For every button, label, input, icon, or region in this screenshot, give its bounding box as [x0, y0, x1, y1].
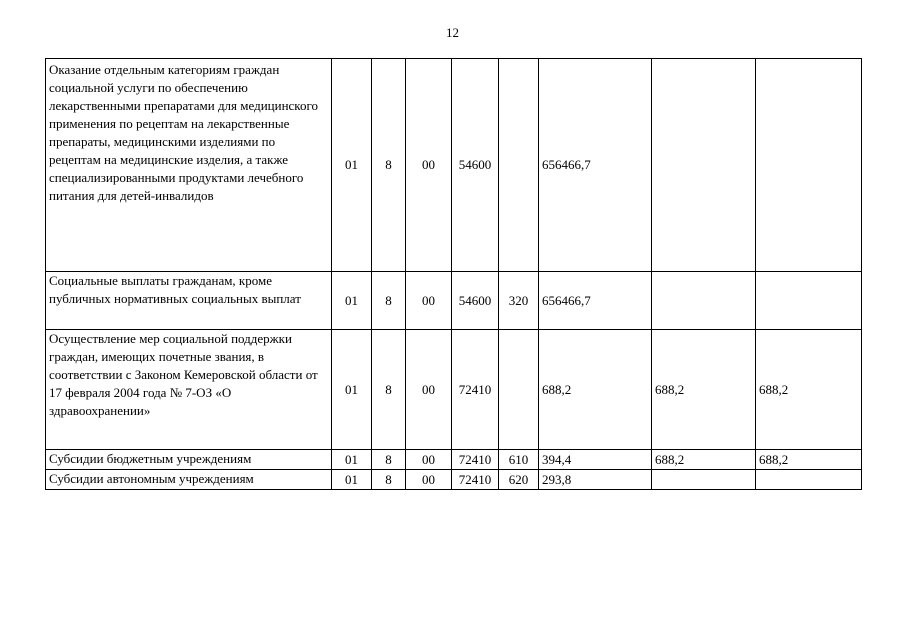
section-cell: 01	[332, 330, 372, 450]
expense-type-cell: 610	[499, 450, 539, 470]
section-cell: 01	[332, 272, 372, 330]
table-row	[46, 272, 862, 330]
expense-type-cell: 620	[499, 470, 539, 490]
amount-1-cell: 394,4	[539, 450, 652, 470]
row-name: Субсидии автономным учреждениям	[46, 470, 332, 490]
page-number: 12	[446, 25, 459, 40]
amount-1-cell: 656466,7	[539, 272, 652, 330]
section-cell: 01	[332, 59, 372, 272]
row-name: Субсидии бюджетным учреждениям	[46, 450, 332, 470]
subsection-cell: 8	[372, 272, 406, 330]
section-cell: 01	[332, 470, 372, 490]
row-name: Осуществление мер социальной поддержки граждан, имеющих почетные звания, в соответствии с Законом Кемеровской области от 17 февраля 2004 года № 7-ОЗ «О здравоохранении»	[46, 330, 332, 450]
amount-2-cell: 688,2	[652, 450, 756, 470]
code-cell: 00	[406, 59, 452, 272]
subsection-cell: 8	[372, 330, 406, 450]
amount-2-cell	[652, 272, 756, 330]
amount-3-cell	[756, 470, 862, 490]
subsection-cell: 8	[372, 59, 406, 272]
amount-3-cell	[756, 272, 862, 330]
expense-type-cell	[499, 330, 539, 450]
amount-2-cell	[652, 470, 756, 490]
row-name: Социальные выплаты гражданам, кроме публичных нормативных социальных выплат	[46, 272, 332, 330]
amount-3-cell: 688,2	[756, 330, 862, 450]
code-cell: 00	[406, 330, 452, 450]
expense-type-cell	[499, 59, 539, 272]
budget-table	[45, 58, 862, 490]
article-cell: 54600	[452, 59, 499, 272]
section-cell: 01	[332, 450, 372, 470]
subsection-cell: 8	[372, 450, 406, 470]
amount-3-cell: 688,2	[756, 450, 862, 470]
code-cell: 00	[406, 470, 452, 490]
code-cell: 00	[406, 450, 452, 470]
amount-2-cell: 688,2	[652, 330, 756, 450]
table-row	[46, 470, 862, 490]
article-cell: 72410	[452, 330, 499, 450]
table-row	[46, 59, 862, 272]
article-cell: 72410	[452, 470, 499, 490]
row-name: Оказание отдельным категориям граждан социальной услуги по обеспечению лекарственными препаратами для медицинского применения по рецептам на лекарственные препараты, медицинскими изделиями по рецептам на медицинские изделия, а также специализированными продуктами лечебного питания для детей-инвалидов	[46, 59, 332, 272]
amount-1-cell: 293,8	[539, 470, 652, 490]
amount-1-cell: 688,2	[539, 330, 652, 450]
amount-3-cell	[756, 59, 862, 272]
subsection-cell: 8	[372, 470, 406, 490]
table-row	[46, 450, 862, 470]
expense-type-cell: 320	[499, 272, 539, 330]
code-cell: 00	[406, 272, 452, 330]
article-cell: 54600	[452, 272, 499, 330]
amount-2-cell	[652, 59, 756, 272]
article-cell: 72410	[452, 450, 499, 470]
table-row	[46, 330, 862, 450]
amount-1-cell: 656466,7	[539, 59, 652, 272]
